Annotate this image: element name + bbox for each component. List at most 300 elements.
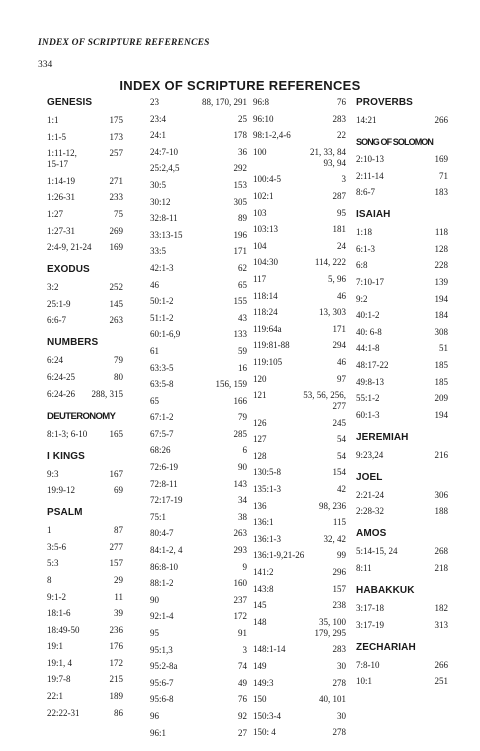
scripture-reference: 72:6-19 <box>150 462 178 473</box>
page-references: 292 <box>233 163 247 174</box>
scripture-reference: 104:30 <box>253 257 279 268</box>
page-references: 79 <box>114 355 123 366</box>
scripture-reference: 9:1-2 <box>47 591 66 602</box>
index-entry <box>253 241 346 252</box>
page-references: 233 <box>109 192 123 203</box>
book-heading: DEUTERONOMY <box>47 410 116 422</box>
page-references: 194 <box>434 409 448 420</box>
scripture-reference: 72:8-11 <box>150 478 178 489</box>
book-heading: EXODUS <box>47 264 90 276</box>
page-references: 40, 101 <box>319 694 346 705</box>
page-references: 263 <box>109 315 123 326</box>
scripture-reference: 6:24 <box>47 355 64 366</box>
index-entry <box>253 97 346 108</box>
index-entry <box>150 512 247 523</box>
scripture-reference: 150 <box>253 694 267 705</box>
page-references: 263 <box>233 528 247 539</box>
scripture-reference: 104 <box>253 240 267 251</box>
index-entry <box>356 343 448 354</box>
page-references: 288, 315 <box>91 388 123 399</box>
scripture-reference: 148 <box>253 616 267 627</box>
scripture-reference: 23:4 <box>150 113 167 124</box>
scripture-reference: 75:1 <box>150 511 167 522</box>
index-entry <box>150 263 247 274</box>
index-entry <box>150 180 247 191</box>
scripture-reference: 7:8-10 <box>356 659 380 670</box>
page-references: 185 <box>434 376 448 387</box>
index-entry <box>356 676 448 687</box>
index-entry <box>47 209 123 220</box>
page-references: 51 <box>439 343 448 354</box>
scripture-reference: 119:81-88 <box>253 340 290 351</box>
page-references: 3 <box>341 174 346 185</box>
scripture-reference: 103 <box>253 207 267 218</box>
scripture-reference: 2:28-32 <box>356 506 384 517</box>
index-entry <box>253 390 346 412</box>
index-entry <box>253 711 346 722</box>
index-entry <box>356 563 448 574</box>
index-entry <box>253 174 346 185</box>
index-entry <box>47 608 123 619</box>
index-entry <box>150 163 247 174</box>
page-references: 97 <box>337 373 346 384</box>
scripture-reference: 19:1 <box>47 641 64 652</box>
page-references: 62 <box>238 262 247 273</box>
page-references: 245 <box>332 417 346 428</box>
index-entry <box>253 617 346 639</box>
page-references: 9 <box>242 561 247 572</box>
page-references: 22 <box>337 130 346 141</box>
page-references: 35, 100 179, 295 <box>314 616 346 638</box>
scripture-reference: 95:6-8 <box>150 694 174 705</box>
book-heading: ISAIAH <box>356 209 391 221</box>
scripture-reference: 92:1-4 <box>150 611 174 622</box>
scripture-reference: 135:1-3 <box>253 484 281 495</box>
scripture-reference: 44:1-8 <box>356 343 380 354</box>
index-entry <box>47 708 123 719</box>
index-entry <box>356 620 448 631</box>
page-references: 42 <box>337 484 346 495</box>
scripture-reference: 48:17-22 <box>356 359 389 370</box>
page-references: 293 <box>233 545 247 556</box>
page-references: 39 <box>114 608 123 619</box>
scripture-reference: 136:1-9,21-26 <box>253 550 305 561</box>
page-references: 189 <box>109 691 123 702</box>
page-references: 238 <box>332 600 346 611</box>
scripture-reference: 96:1 <box>150 727 167 738</box>
scripture-reference: 3:5-6 <box>47 541 66 552</box>
page-references: 74 <box>238 661 247 672</box>
index-entry <box>150 412 247 423</box>
scripture-reference: 120 <box>253 373 267 384</box>
index-entry <box>150 197 247 208</box>
scripture-reference: 6:1-3 <box>356 243 375 254</box>
page-references: 71 <box>439 170 448 181</box>
scripture-reference: 18:1-6 <box>47 608 71 619</box>
index-entry <box>356 490 448 501</box>
index-column-3 <box>253 97 346 744</box>
book-heading: NUMBERS <box>47 337 99 349</box>
page-references: 6 <box>242 445 247 456</box>
index-entry <box>253 584 346 595</box>
scripture-reference: 149 <box>253 661 267 671</box>
index-entry <box>253 224 346 235</box>
scripture-reference: 6:24-26 <box>47 388 75 399</box>
scripture-reference: 19:7-8 <box>47 674 71 685</box>
index-entry <box>356 660 448 671</box>
book-heading: PROVERBS <box>356 97 413 108</box>
page-references: 266 <box>434 115 448 125</box>
page-references: 278 <box>332 727 346 738</box>
page-references: 183 <box>434 187 448 198</box>
page-references: 88, 170, 291 <box>202 97 247 107</box>
index-entry <box>253 147 346 169</box>
index-entry <box>150 628 247 639</box>
page-references: 69 <box>114 485 123 496</box>
page-references: 209 <box>434 393 448 404</box>
index-entry <box>150 562 247 573</box>
index-entry <box>253 567 346 578</box>
scripture-reference: 8 <box>47 574 52 585</box>
scripture-reference: 7:10-17 <box>356 276 384 287</box>
scripture-reference: 61 <box>150 345 159 356</box>
index-entry <box>47 625 123 636</box>
page-references: 89 <box>238 213 247 224</box>
page-references: 32, 42 <box>323 533 346 544</box>
index-entry <box>356 277 448 288</box>
page-references: 86 <box>114 707 123 718</box>
page-references: 145 <box>109 298 123 309</box>
index-entry <box>356 360 448 371</box>
index-entry <box>47 115 123 126</box>
page-references: 114, 222 <box>314 257 346 268</box>
page-references: 296 <box>332 567 346 578</box>
scripture-reference: 119:64a <box>253 323 282 334</box>
page-references: 139 <box>434 276 448 287</box>
index-entry <box>47 592 123 603</box>
page-references: 228 <box>434 260 448 271</box>
page-references: 257 <box>109 148 123 159</box>
index-entry <box>150 462 247 473</box>
scripture-reference: 95 <box>150 628 159 638</box>
index-entry <box>356 393 448 404</box>
index-entry <box>253 130 346 141</box>
index-entry <box>253 694 346 705</box>
page-references: 172 <box>109 657 123 668</box>
page-references: 173 <box>109 131 123 142</box>
page-references: 30 <box>337 661 346 671</box>
index-entry <box>253 678 346 689</box>
scripture-reference: 127 <box>253 434 267 445</box>
scripture-reference: 32:8-11 <box>150 213 178 224</box>
scripture-reference: 30:12 <box>150 196 171 207</box>
index-entry <box>253 374 346 385</box>
page-references: 306 <box>434 489 448 500</box>
index-entry <box>356 546 448 557</box>
page-references: 178 <box>233 130 247 141</box>
page-references: 65 <box>238 279 247 290</box>
scripture-reference: 118:24 <box>253 307 278 318</box>
index-entry <box>253 550 346 561</box>
page-references: 25 <box>238 113 247 124</box>
scripture-reference: 96 <box>150 710 159 721</box>
index-entry <box>150 213 247 224</box>
scripture-reference: 6:24-25 <box>47 371 75 382</box>
index-entry <box>150 429 247 440</box>
index-entry <box>47 542 123 553</box>
scripture-reference: 86:8-10 <box>150 561 178 572</box>
scripture-reference: 5:3 <box>47 558 59 569</box>
page-references: 90 <box>238 462 247 473</box>
scripture-reference: 8:1-3; 6-10 <box>47 428 88 439</box>
page-references: 171 <box>332 323 346 334</box>
scripture-reference: 25:1-9 <box>47 298 71 309</box>
page-references: 287 <box>332 190 346 201</box>
index-entry <box>47 282 123 293</box>
index-entry <box>47 641 123 652</box>
scripture-reference: 130:5-8 <box>253 467 281 478</box>
index-entry <box>47 315 123 326</box>
scripture-reference: 90 <box>150 594 159 605</box>
scripture-reference: 63:3-5 <box>150 362 174 373</box>
scripture-reference: 30:5 <box>150 179 167 190</box>
page-references: 46 <box>337 356 346 367</box>
page-references: 236 <box>109 624 123 635</box>
page-references: 128 <box>434 243 448 254</box>
scripture-reference: 95:2-8a <box>150 661 178 672</box>
scripture-reference: 148:1-14 <box>253 644 286 655</box>
scripture-reference: 98:1-2,4-6 <box>253 130 291 141</box>
scripture-reference: 14:21 <box>356 115 377 125</box>
scripture-reference: 42:1-3 <box>150 262 174 273</box>
index-entry <box>150 445 247 456</box>
page-references: 30 <box>337 710 346 721</box>
page-references: 36 <box>238 146 247 157</box>
page-references: 24 <box>337 240 346 251</box>
index-entry <box>47 691 123 702</box>
page-references: 157 <box>332 583 346 594</box>
index-entry <box>150 495 247 506</box>
index-entry <box>253 191 346 202</box>
scripture-reference: 100 <box>253 146 267 157</box>
index-entry <box>253 257 346 268</box>
index-entry <box>150 114 247 125</box>
scripture-reference: 24:1 <box>150 130 167 141</box>
index-entry <box>253 114 346 125</box>
page-references: 98, 236 <box>319 500 346 511</box>
index-entry <box>253 661 346 672</box>
scripture-reference: 118:14 <box>253 290 278 301</box>
scripture-reference: 72:17-19 <box>150 495 183 506</box>
scripture-reference: 84:1-2, 4 <box>150 545 183 556</box>
scripture-reference: 46 <box>150 279 159 290</box>
page-references: 185 <box>434 359 448 370</box>
scripture-reference: 95:6-7 <box>150 677 174 688</box>
index-entry <box>150 645 247 656</box>
scripture-reference: 2:11-14 <box>356 170 384 181</box>
index-entry <box>150 611 247 622</box>
page-references: 95 <box>337 207 346 218</box>
page-references: 87 <box>114 525 123 536</box>
page-references: 53, 56, 256, 277 <box>303 390 346 412</box>
running-head: INDEX OF SCRIPTURE REFERENCES <box>38 38 210 48</box>
page-references: 115 <box>332 517 346 528</box>
index-entry <box>253 484 346 495</box>
index-entry <box>47 132 123 143</box>
scripture-reference: 1:1 <box>47 115 59 125</box>
page-references: 75 <box>114 208 123 219</box>
page-references: 169 <box>434 154 448 164</box>
index-entry <box>47 525 123 536</box>
page-references: 167 <box>109 468 123 479</box>
index-entry <box>356 115 448 126</box>
index-entry <box>47 355 123 366</box>
scripture-reference: 1:11-12, 15-17 <box>47 148 77 170</box>
book-heading: GENESIS <box>47 97 93 108</box>
page-references: 166 <box>233 395 247 406</box>
scripture-reference: 67:5-7 <box>150 428 174 439</box>
scripture-reference: 3:2 <box>47 282 59 293</box>
index-entry <box>150 313 247 324</box>
scripture-reference: 126 <box>253 417 267 428</box>
index-entry <box>47 226 123 237</box>
page-references: 283 <box>332 644 346 655</box>
scripture-reference: 150: 4 <box>253 727 276 738</box>
scripture-reference: 19:9-12 <box>47 485 75 496</box>
page-references: 157 <box>109 558 123 569</box>
page-references: 252 <box>109 282 123 293</box>
index-entry <box>253 467 346 478</box>
page-references: 153 <box>233 179 247 190</box>
page-references: 49 <box>238 677 247 688</box>
scripture-reference: 63:5-8 <box>150 379 174 390</box>
scripture-reference: 128 <box>253 450 267 461</box>
scripture-reference: 2:4-9, 21-24 <box>47 242 92 253</box>
page-references: 196 <box>233 229 247 240</box>
page-references: 13, 303 <box>319 307 346 318</box>
index-entry <box>356 327 448 338</box>
scripture-reference: 60:1-3 <box>356 409 380 420</box>
scripture-reference: 150:3-4 <box>253 710 281 721</box>
page-references: 91 <box>238 628 247 638</box>
scripture-reference: 1:27 <box>47 208 64 219</box>
scripture-reference: 2:10-13 <box>356 154 384 164</box>
page-number: 334 <box>38 60 53 70</box>
index-entry <box>47 429 123 440</box>
index-entry <box>150 363 247 374</box>
scripture-reference: 3:17-19 <box>356 619 384 630</box>
index-entry <box>150 147 247 158</box>
index-entry <box>253 357 346 368</box>
page-references: 46 <box>337 290 346 301</box>
index-entry <box>47 372 123 383</box>
index-entry <box>150 246 247 257</box>
scripture-reference: 60:1-6,9 <box>150 329 181 340</box>
index-entry <box>356 410 448 421</box>
index-entry <box>47 558 123 569</box>
page-references: 54 <box>337 450 346 461</box>
page-references: 118 <box>434 227 448 238</box>
page-references: 34 <box>238 495 247 506</box>
index-entry <box>150 130 247 141</box>
page-references: 176 <box>109 641 123 652</box>
scripture-reference: 100:4-5 <box>253 174 281 185</box>
index-entry <box>253 418 346 429</box>
scripture-reference: 9:23,24 <box>356 449 384 460</box>
index-entry <box>356 450 448 461</box>
scripture-reference: 149:3 <box>253 677 274 688</box>
page-references: 160 <box>233 578 247 589</box>
scripture-reference: 10:1 <box>356 676 373 687</box>
index-entry <box>150 595 247 606</box>
index-entry <box>150 280 247 291</box>
index-entry <box>47 299 123 310</box>
index-entry <box>150 296 247 307</box>
scripture-reference: 40: 6-8 <box>356 326 382 337</box>
scripture-reference: 25:2,4,5 <box>150 163 180 174</box>
scripture-reference: 136:1-3 <box>253 533 281 544</box>
scripture-reference: 3:17-18 <box>356 602 384 613</box>
page-references: 271 <box>109 175 123 186</box>
scripture-reference: 1:14-19 <box>47 175 75 186</box>
index-entry <box>150 97 247 108</box>
scripture-reference: 33:5 <box>150 246 167 257</box>
page-references: 29 <box>114 574 123 585</box>
scripture-reference: 2:21-24 <box>356 489 384 500</box>
index-entry <box>150 711 247 722</box>
scripture-reference: 1:1-5 <box>47 131 66 142</box>
page-references: 59 <box>238 345 247 356</box>
page-references: 99 <box>337 550 346 561</box>
index-column-4 <box>356 97 448 693</box>
scripture-reference: 65 <box>150 395 159 406</box>
index-entry <box>356 244 448 255</box>
scripture-reference: 96:10 <box>253 113 274 124</box>
index-entry <box>253 208 346 219</box>
page-references: 16 <box>238 362 247 373</box>
index-column-2 <box>150 97 247 744</box>
index-entry <box>253 307 346 318</box>
book-heading: AMOS <box>356 528 387 540</box>
page-references: 5, 96 <box>328 273 346 284</box>
scripture-reference: 1:27-31 <box>47 225 75 236</box>
scripture-reference: 6:8 <box>356 260 368 271</box>
page-references: 237 <box>233 594 247 605</box>
index-entry <box>150 578 247 589</box>
index-entry <box>150 678 247 689</box>
index-entry <box>150 661 247 672</box>
index-entry <box>47 176 123 187</box>
scripture-reference: 145 <box>253 600 267 611</box>
index-entry <box>47 148 123 170</box>
scripture-reference: 24:7-10 <box>150 146 178 157</box>
index-entry <box>150 528 247 539</box>
page-references: 277 <box>109 541 123 552</box>
page-references: 313 <box>434 619 448 630</box>
page-references: 154 <box>332 467 346 478</box>
scripture-reference: 22:22-31 <box>47 707 80 718</box>
page-references: 155 <box>233 296 247 307</box>
scripture-reference: 9:3 <box>47 468 59 479</box>
scripture-reference: 80:4-7 <box>150 528 174 539</box>
scripture-reference: 51:1-2 <box>150 312 174 323</box>
index-entry <box>253 324 346 335</box>
page-title: INDEX OF SCRIPTURE REFERENCES <box>119 78 361 93</box>
index-entry <box>47 389 123 400</box>
page-references: 182 <box>434 602 448 613</box>
scripture-reference: 143:8 <box>253 583 274 594</box>
book-heading: ZECHARIAH <box>356 641 416 653</box>
